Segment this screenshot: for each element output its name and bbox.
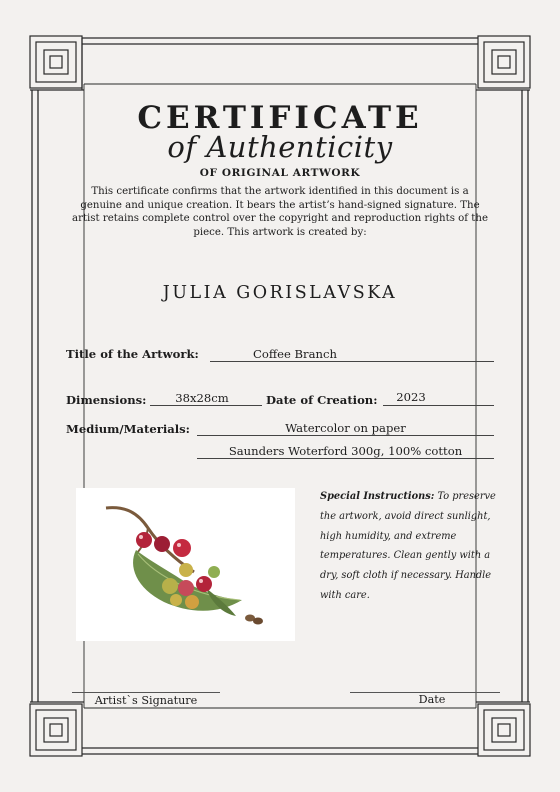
date-value: 2023: [396, 390, 426, 404]
special-instructions-text: To preserve the artwork, avoid direct sunlight, high humidity, and extreme temperatures. Clean gently with a dry, soft cloth if necessary. Handle with care.: [320, 491, 496, 601]
title-value: Coffee Branch: [253, 347, 337, 361]
title-underline: [210, 361, 494, 362]
date-underline: [383, 405, 494, 406]
artist-signature-label: Artist`s Signature: [94, 694, 198, 707]
corner-ornament-bottom-left: [30, 702, 84, 756]
intro-paragraph: This certificate confirms that the artwork identified in this document is a genuine and unique creation. It bears the artist’s hand-signed signature. The artist retains complete control over the copyright and reproduction rights of the piece. This artwork is created by:: [72, 186, 488, 238]
title-label: Title of the Artwork:: [66, 347, 199, 361]
certificate-title: CERTIFICATE: [137, 100, 423, 136]
dimensions-label: Dimensions:: [66, 393, 147, 407]
medium-underline-2: [197, 458, 494, 459]
coffee-branch-icon: [76, 488, 295, 641]
special-instructions-heading: Special Instructions:: [320, 491, 435, 502]
dimensions-value: 38x28cm: [175, 391, 229, 405]
certificate-subtitle-script: of Authenticity: [167, 130, 393, 164]
certificate-subheading: OF ORIGINAL ARTWORK: [199, 167, 361, 179]
date-signature-label: Date: [418, 693, 446, 706]
artwork-photo: [76, 488, 295, 641]
date-label: Date of Creation:: [266, 393, 378, 407]
special-instructions: [320, 487, 500, 606]
corner-ornament-top-left: [30, 36, 84, 90]
medium-value-2: Saunders Woterford 300g, 100% cotton: [228, 444, 463, 458]
medium-value-1: Watercolor on paper: [285, 421, 406, 435]
medium-underline-1: [197, 435, 494, 436]
artist-name: JULIA GORISLAVSKA: [162, 283, 398, 303]
medium-label: Medium/Materials:: [66, 422, 190, 436]
dimensions-underline: [150, 405, 262, 406]
corner-ornament-top-right: [476, 36, 530, 90]
artist-signature-line: [72, 692, 220, 693]
corner-ornament-bottom-right: [476, 702, 530, 756]
